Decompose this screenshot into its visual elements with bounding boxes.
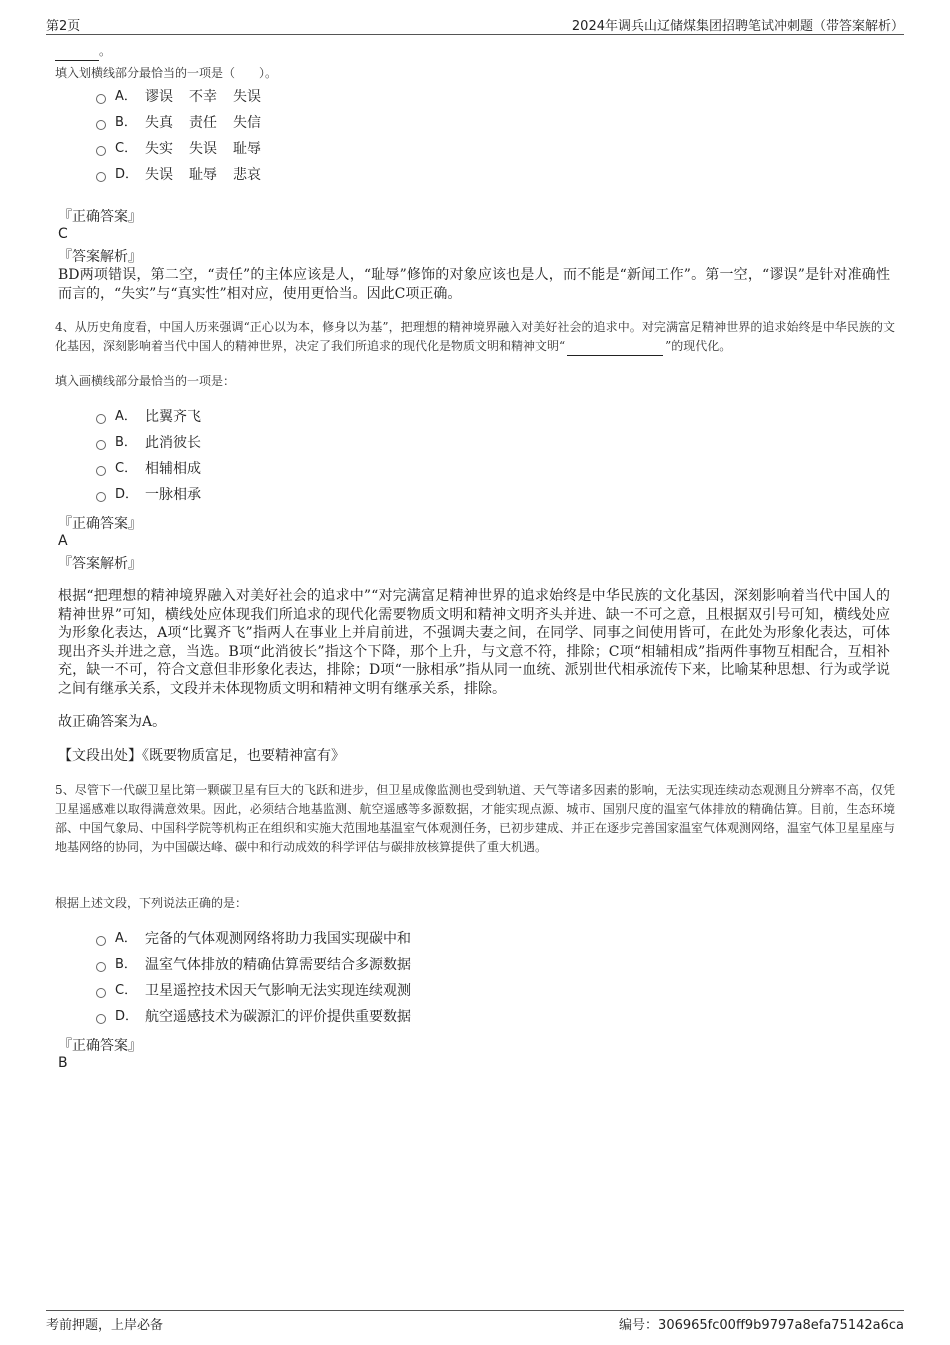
- q3-analysis-label: 『答案解析』: [58, 249, 142, 265]
- q4-prompt: 填入画横线部分最恰当的一项是：: [55, 374, 236, 388]
- radio-icon[interactable]: [96, 492, 106, 502]
- q3-option-a[interactable]: A． 谬误 不幸 失误: [96, 87, 261, 107]
- q3-tail: 。: [55, 42, 111, 61]
- q3-option-b[interactable]: B． 失真 责任 失信: [96, 113, 261, 133]
- fill-blank: [567, 343, 663, 356]
- page-number: 第2页: [46, 19, 81, 34]
- q5-prompt: 根据上述文段，下列说法正确的是：: [55, 896, 248, 910]
- q5-option-d[interactable]: D． 航空遥感技术为碳源汇的评价提供重要数据: [96, 1007, 411, 1027]
- q5-option-c[interactable]: C． 卫星遥控技术因天气影响无法实现连续观测: [96, 981, 411, 1001]
- radio-icon[interactable]: [96, 466, 106, 476]
- footer-slogan: 考前押题，上岸必备: [46, 1318, 164, 1333]
- radio-icon[interactable]: [96, 988, 106, 998]
- q5-answer: B: [58, 1055, 68, 1071]
- q4-text: 4、从历史角度看，中国人历来强调“正心以为本，修身以为基”，把理想的精神境界融入对美好社会的追求中。对完满富足精神世界的追求始终是中华民族的文化基因，深刻影响着当代中国人的精神世界，决定了我们所追求的现代化是物质文明和精神文明“ ”的现代化。: [55, 318, 895, 356]
- radio-icon[interactable]: [96, 936, 106, 946]
- q5-answer-label: 『正确答案』: [58, 1038, 142, 1054]
- document-title: 2024年调兵山辽储煤集团招聘笔试冲刺题（带答案解析）: [571, 19, 904, 34]
- q3-prompt: 填入划横线部分最恰当的一项是（ ）。: [55, 66, 278, 80]
- radio-icon[interactable]: [96, 1014, 106, 1024]
- q3-analysis: BD两项错误，第二空，“责任”的主体应该是人，“耻辱”修饰的对象应该也是人，而不能是“新闻工作”。第一空，“谬误”是针对准确性而言的，“失实”与“真实性”相对应，使用更恰当。因此C项正确。: [58, 267, 890, 302]
- q4-answer: A: [58, 533, 68, 549]
- q4-option-b[interactable]: B． 此消彼长: [96, 433, 201, 453]
- radio-icon[interactable]: [96, 120, 106, 130]
- q5-option-a[interactable]: A． 完备的气体观测网络将助力我国实现碳中和: [96, 929, 411, 949]
- q3-option-d[interactable]: D． 失误 耻辱 悲哀: [96, 165, 261, 185]
- fill-blank: [55, 48, 99, 61]
- q4-source: 【文段出处】《既要物质富足，也要精神富有》: [58, 748, 345, 764]
- q4-option-c[interactable]: C． 相辅相成: [96, 459, 201, 479]
- radio-icon[interactable]: [96, 146, 106, 156]
- q3-option-c[interactable]: C． 失实 失误 耻辱: [96, 139, 261, 159]
- q5-text: 5、尽管下一代碳卫星比第一颗碳卫星有巨大的飞跃和进步，但卫星成像监测也受到轨道、天气等诸多因素的影响，无法实现连续动态观测且分辨率不高，仅凭卫星遥感难以取得满意效果。因此，必须结合地基监测、航空遥感等多源数据，才能实现点源、城市、国别尺度的温室气体排放的精确估算。目前，生态环境部、中国气象局、中国科学院等机构正在组织和实施大范围地基温室气体观测任务，已初步建成、并正在逐步完善国家温室气体观测网络，温室气体卫星星座与地基网络的协同，为中国碳达峰、碳中和行动成效的科学评估与碳排放核算提供了重大机遇。: [55, 783, 896, 854]
- q4-conclusion: 故正确答案为A。: [58, 714, 167, 730]
- page-header: [46, 14, 904, 35]
- q3-answer-label: 『正确答案』: [58, 209, 142, 225]
- radio-icon[interactable]: [96, 440, 106, 450]
- footer-id: 编号：306965fc00ff9b9797a8efa75142a6ca: [619, 1318, 904, 1333]
- q4-answer-label: 『正确答案』: [58, 516, 142, 532]
- radio-icon[interactable]: [96, 414, 106, 424]
- q5-option-b[interactable]: B． 温室气体排放的精确估算需要结合多源数据: [96, 955, 411, 975]
- page-footer: [46, 1310, 904, 1331]
- q4-option-a[interactable]: A． 比翼齐飞: [96, 407, 201, 427]
- q4-analysis: 根据“把理想的精神境界融入对美好社会的追求中”“对完满富足精神世界的追求始终是中华民族的文化基因，深刻影响着当代中国人的精神世界”可知，横线处应体现我们所追求的现代化需要物质文明和精神文明齐头并进、缺一不可之意，且根据双引号可知，横线处应为形象化表达，A项“比翼齐飞”指两人在事业上并肩前进，不强调夫妻之间，在同学、同事之间使用皆可，在此处为形象化表达，可体现出齐头并进之意，当选。B项“此消彼长”指这个下降，那个上升，与文意不符，排除；C项“相辅相成”指两件事物互相配合，互相补充，缺一不可，符合文意但非形象化表达，排除；D项“一脉相承”指从同一血统、派别世代相承流传下来，比喻某种思想、行为或学说之间有继承关系，文段并未体现物质文明和精神文明有继承关系，排除。: [58, 588, 890, 697]
- q3-answer: C: [58, 226, 68, 242]
- radio-icon[interactable]: [96, 172, 106, 182]
- q4-option-d[interactable]: D． 一脉相承: [96, 485, 201, 505]
- radio-icon[interactable]: [96, 94, 106, 104]
- radio-icon[interactable]: [96, 962, 106, 972]
- q4-analysis-label: 『答案解析』: [58, 556, 142, 572]
